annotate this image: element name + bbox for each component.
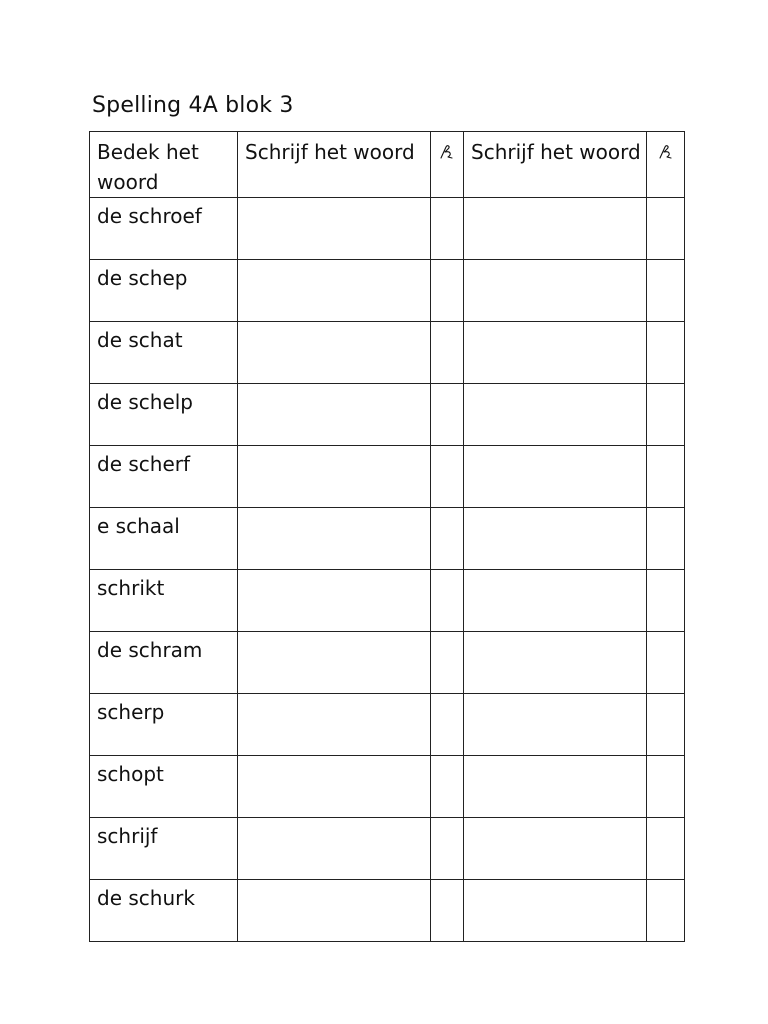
check-cell-1[interactable] — [431, 632, 464, 694]
write-cell-1[interactable] — [238, 818, 431, 880]
check-cell-2[interactable] — [647, 694, 685, 756]
table-row — [90, 694, 685, 756]
check-cell-2[interactable] — [647, 570, 685, 632]
word-cell: schopt — [90, 756, 238, 818]
check-cell-1[interactable] — [431, 446, 464, 508]
table-row — [90, 322, 685, 384]
word-cell: schrijf — [90, 818, 238, 880]
write-cell-1[interactable] — [238, 384, 431, 446]
write-cell-2[interactable] — [464, 756, 647, 818]
write-cell-2[interactable] — [464, 446, 647, 508]
header-cover-word: Bedek het woord — [90, 132, 238, 198]
write-cell-1[interactable] — [238, 198, 431, 260]
handwriting-pen-icon — [437, 142, 457, 162]
table-row — [90, 880, 685, 942]
spelling-table — [89, 131, 685, 942]
write-cell-1[interactable] — [238, 508, 431, 570]
check-cell-2[interactable] — [647, 880, 685, 942]
write-cell-2[interactable] — [464, 632, 647, 694]
write-cell-2[interactable] — [464, 508, 647, 570]
check-cell-1[interactable] — [431, 322, 464, 384]
word-cell: e schaal — [90, 508, 238, 570]
table-row — [90, 384, 685, 446]
table-row — [90, 818, 685, 880]
write-cell-1[interactable] — [238, 322, 431, 384]
check-cell-1[interactable] — [431, 198, 464, 260]
write-cell-2[interactable] — [464, 880, 647, 942]
check-cell-1[interactable] — [431, 260, 464, 322]
write-cell-1[interactable] — [238, 756, 431, 818]
write-cell-2[interactable] — [464, 260, 647, 322]
word-cell: de schelp — [90, 384, 238, 446]
check-cell-2[interactable] — [647, 322, 685, 384]
word-cell: de scherf — [90, 446, 238, 508]
write-cell-1[interactable] — [238, 880, 431, 942]
write-cell-1[interactable] — [238, 260, 431, 322]
check-cell-2[interactable] — [647, 632, 685, 694]
check-cell-2[interactable] — [647, 384, 685, 446]
check-cell-1[interactable] — [431, 694, 464, 756]
word-cell: de schurk — [90, 880, 238, 942]
write-cell-1[interactable] — [238, 446, 431, 508]
word-list — [90, 198, 685, 942]
header-write-word-2: Schrijf het woord — [464, 132, 647, 198]
check-cell-2[interactable] — [647, 446, 685, 508]
word-cell: schrikt — [90, 570, 238, 632]
table-row — [90, 198, 685, 260]
table-row — [90, 446, 685, 508]
write-cell-1[interactable] — [238, 632, 431, 694]
write-cell-2[interactable] — [464, 818, 647, 880]
table-row — [90, 632, 685, 694]
word-cell: scherp — [90, 694, 238, 756]
table-row — [90, 508, 685, 570]
write-cell-2[interactable] — [464, 570, 647, 632]
check-cell-1[interactable] — [431, 756, 464, 818]
word-cell: de schram — [90, 632, 238, 694]
write-cell-2[interactable] — [464, 322, 647, 384]
word-cell: de schep — [90, 260, 238, 322]
check-cell-2[interactable] — [647, 198, 685, 260]
header-check-1 — [431, 132, 464, 198]
check-cell-1[interactable] — [431, 880, 464, 942]
header-write-word-1: Schrijf het woord — [238, 132, 431, 198]
header-row — [90, 132, 685, 198]
table-row — [90, 756, 685, 818]
table-row — [90, 570, 685, 632]
check-cell-2[interactable] — [647, 508, 685, 570]
header-check-2 — [647, 132, 685, 198]
write-cell-2[interactable] — [464, 694, 647, 756]
check-cell-2[interactable] — [647, 756, 685, 818]
handwriting-pen-icon — [656, 142, 676, 162]
word-cell: de schroef — [90, 198, 238, 260]
write-cell-2[interactable] — [464, 198, 647, 260]
write-cell-2[interactable] — [464, 384, 647, 446]
check-cell-2[interactable] — [647, 818, 685, 880]
write-cell-1[interactable] — [238, 570, 431, 632]
write-cell-1[interactable] — [238, 694, 431, 756]
check-cell-1[interactable] — [431, 570, 464, 632]
check-cell-1[interactable] — [431, 818, 464, 880]
table-row — [90, 260, 685, 322]
word-cell: de schat — [90, 322, 238, 384]
check-cell-2[interactable] — [647, 260, 685, 322]
check-cell-1[interactable] — [431, 384, 464, 446]
page-title: Spelling 4A blok 3 — [92, 93, 294, 118]
check-cell-1[interactable] — [431, 508, 464, 570]
